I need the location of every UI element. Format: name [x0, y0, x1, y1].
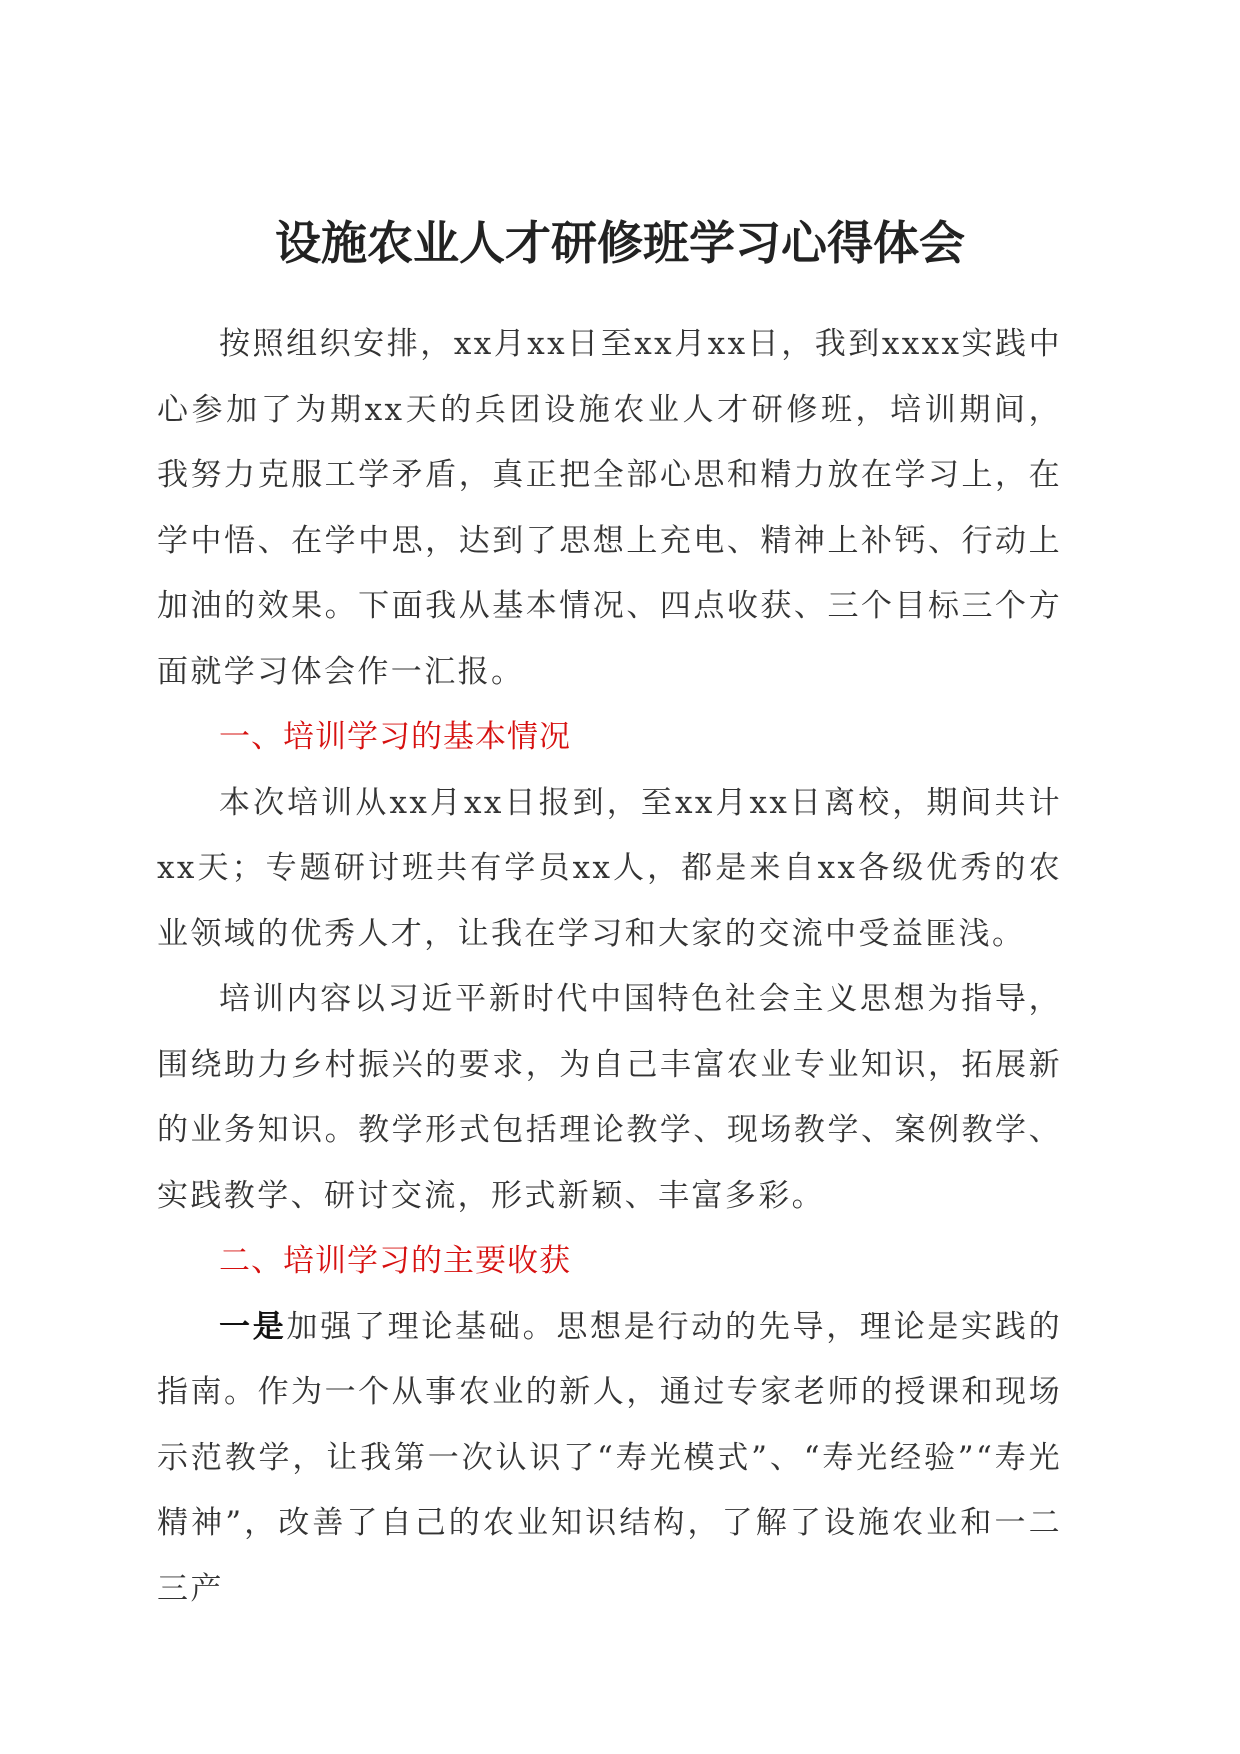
paragraph-text: 加强了理论基础。思想是行动的先导，理论是实践的指南。作为一个从事农业的新人，通过专家老师的授课和现场示范教学，让我第一次认识了“寿光模式”、“寿光经验”“寿光精神”，改善了自己的农业知识结构，了解了设施农业和一二三产 [157, 1308, 1062, 1607]
document-body [157, 312, 1062, 1622]
section-heading-basic-info: 一、培训学习的基本情况 [219, 719, 571, 755]
section1-paragraph-2: 培训内容以习近平新时代中国特色社会主义思想为指导，围绕助力乡村振兴的要求，为自己丰富农业专业知识，拓展新的业务知识。教学形式包括理论教学、现场教学、案例教学、实践教学、研讨交流，形式新颖、丰富多彩。 [157, 981, 1062, 1214]
intro-paragraph: 按照组织安排，xx月xx日至xx月xx日，我到xxxx实践中心参加了为期xx天的兵团设施农业人才研修班，培训期间，我努力克服工学矛盾，真正把全部心思和精力放在学习上，在学中悟、在学中思，达到了思想上充电、精神上补钙、行动上加油的效果。下面我从基本情况、四点收获、三个目标三个方面就学习体会作一汇报。 [157, 326, 1062, 690]
paragraph-lead: 一是 [219, 1308, 287, 1345]
section2-paragraph-1 [157, 1295, 1062, 1623]
section-heading-main-gains: 二、培训学习的主要收获 [219, 1243, 571, 1279]
section1-paragraph-1: 本次培训从xx月xx日报到，至xx月xx日离校，期间共计xx天；专题研讨班共有学员xx人，都是来自xx各级优秀的农业领域的优秀人才，让我在学习和大家的交流中受益匪浅。 [157, 784, 1062, 952]
page-title: 设施农业人才研修班学习心得体会 [275, 216, 965, 270]
